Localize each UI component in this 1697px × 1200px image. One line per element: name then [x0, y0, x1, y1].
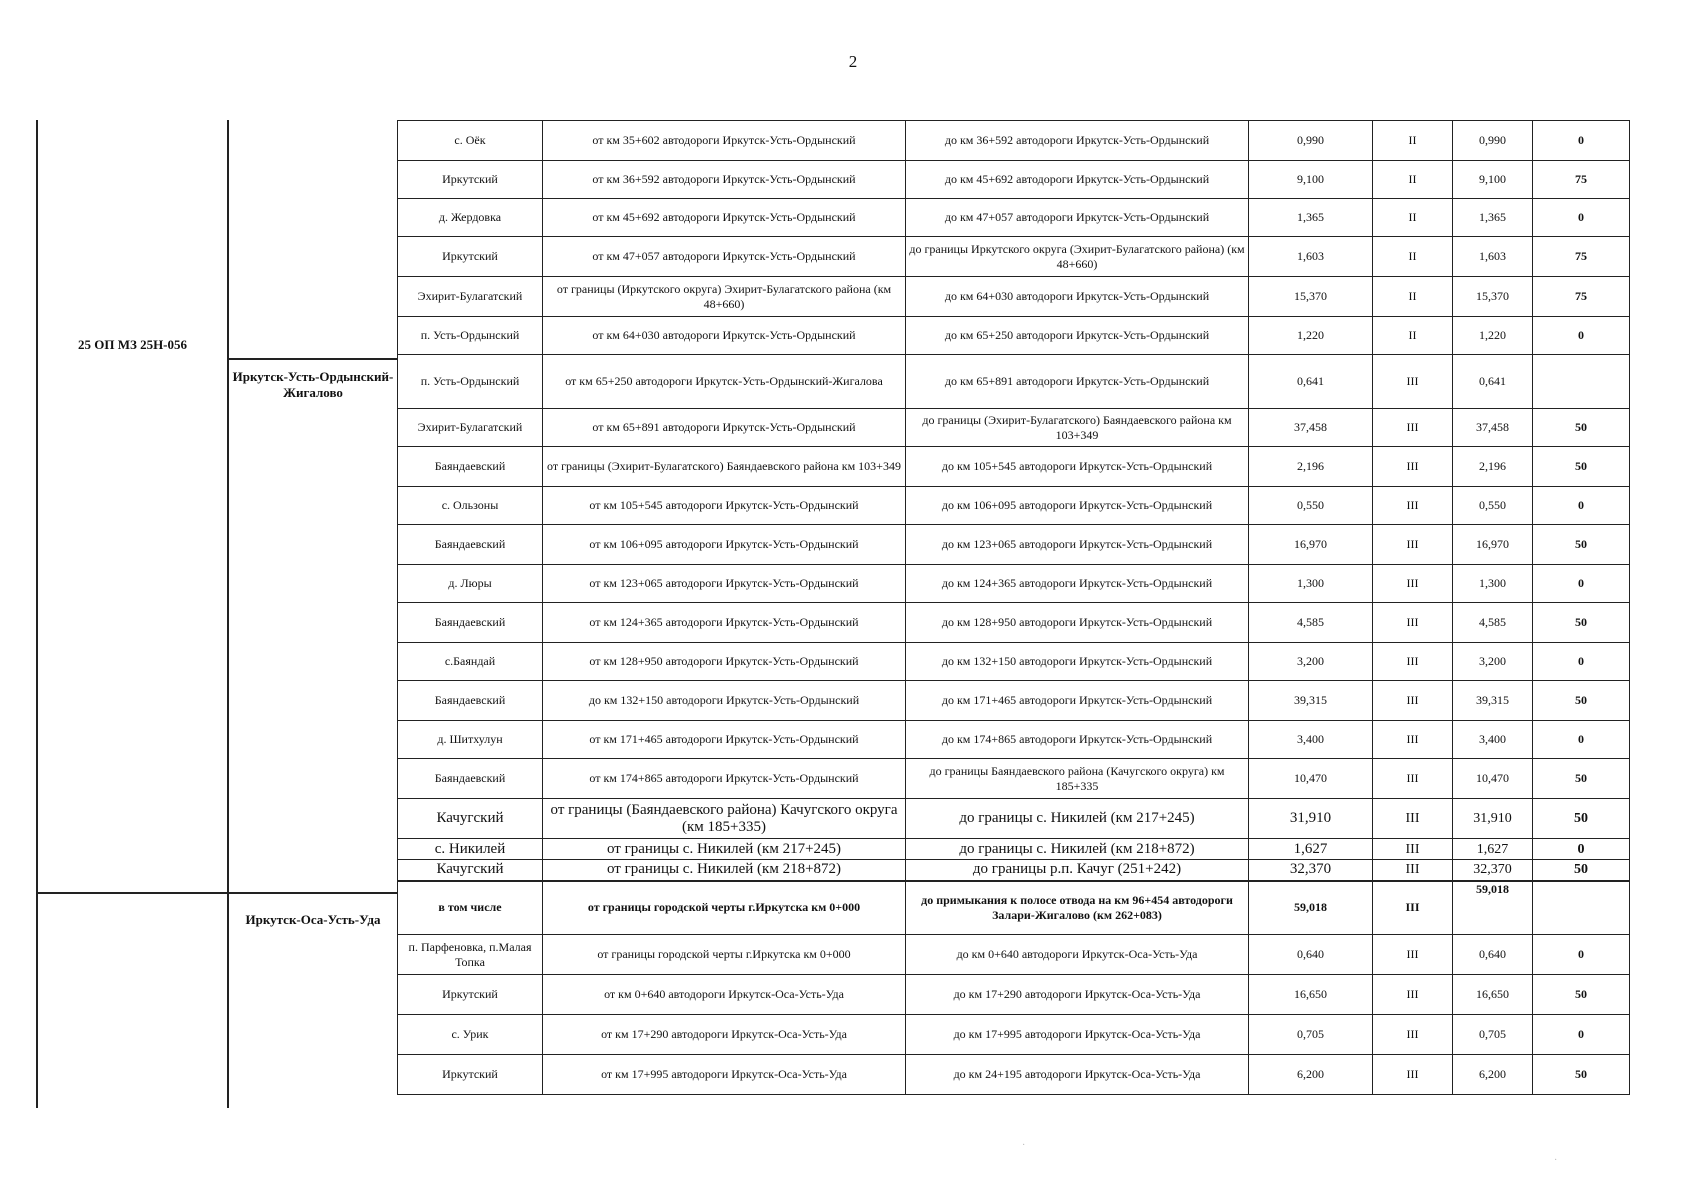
- cell-length-2: 10,470: [1453, 759, 1533, 799]
- cell-from: от км 36+592 автодороги Иркутск-Усть-Ордынский: [543, 161, 906, 199]
- cell-speed: 50: [1533, 1055, 1630, 1095]
- cell-category: III: [1373, 1015, 1453, 1055]
- cell-place: с. Никилей: [398, 839, 543, 860]
- cell-category: III: [1373, 681, 1453, 721]
- cell-from: от км 105+545 автодороги Иркутск-Усть-Ордынский: [543, 487, 906, 525]
- cell-from: от км 65+891 автодороги Иркутск-Усть-Ордынский: [543, 409, 906, 447]
- cell-length-2: 2,196: [1453, 447, 1533, 487]
- cell-speed: 0: [1533, 317, 1630, 355]
- cell-category: III: [1373, 721, 1453, 759]
- cell-length-2: 16,650: [1453, 975, 1533, 1015]
- cell-length-2: 6,200: [1453, 1055, 1533, 1095]
- cell-length: 3,200: [1249, 643, 1373, 681]
- cell-from: от границы (Иркутского округа) Эхирит-Булагатского района (км 48+660): [543, 277, 906, 317]
- cell-place: п. Усть-Ордынский: [398, 317, 543, 355]
- cell-length: 39,315: [1249, 681, 1373, 721]
- cell-from: от км 65+250 автодороги Иркутск-Усть-Ордынский-Жигалова: [543, 355, 906, 409]
- cell-to: до примыкания к полосе отвода на км 96+454 автодороги Залари-Жигалово (км 262+083): [906, 881, 1249, 935]
- cell-to: до км 174+865 автодороги Иркутск-Усть-Ордынский: [906, 721, 1249, 759]
- cell-from: от км 128+950 автодороги Иркутск-Усть-Ордынский: [543, 643, 906, 681]
- cell-length-2: 0,641: [1453, 355, 1533, 409]
- cell-speed: [1533, 881, 1630, 935]
- cell-length: 1,603: [1249, 237, 1373, 277]
- cell-to: до границы с. Никилей (км 217+245): [906, 799, 1249, 839]
- cell-place: д. Люры: [398, 565, 543, 603]
- cell-speed: 50: [1533, 799, 1630, 839]
- cell-speed: 0: [1533, 121, 1630, 161]
- cell-to: до км 132+150 автодороги Иркутск-Усть-Ордынский: [906, 643, 1249, 681]
- cell-to: до км 64+030 автодороги Иркутск-Усть-Ордынский: [906, 277, 1249, 317]
- cell-length: 1,365: [1249, 199, 1373, 237]
- cell-category: II: [1373, 237, 1453, 277]
- cell-category: III: [1373, 487, 1453, 525]
- cell-length: 4,585: [1249, 603, 1373, 643]
- cell-speed: 0: [1533, 643, 1630, 681]
- cell-place: с. Урик: [398, 1015, 543, 1055]
- cell-place: Качугский: [398, 799, 543, 839]
- cell-length: 16,970: [1249, 525, 1373, 565]
- table-row: [398, 681, 1630, 721]
- cell-length: 1,300: [1249, 565, 1373, 603]
- cell-place: Эхирит-Булагатский: [398, 409, 543, 447]
- cell-to: до км 45+692 автодороги Иркутск-Усть-Ордынский: [906, 161, 1249, 199]
- table-row: [398, 1015, 1630, 1055]
- cell-length-2: 1,365: [1453, 199, 1533, 237]
- cell-to: до км 128+950 автодороги Иркутск-Усть-Ордынский: [906, 603, 1249, 643]
- table-row: [398, 355, 1630, 409]
- cell-to: до км 0+640 автодороги Иркутск-Оса-Усть-Уда: [906, 935, 1249, 975]
- cell-category: III: [1373, 355, 1453, 409]
- cell-place: п. Парфеновка, п.Малая Топка: [398, 935, 543, 975]
- cell-length: 0,640: [1249, 935, 1373, 975]
- table-row: [398, 799, 1630, 839]
- cell-from: от границы (Баяндаевского района) Качугского округа (км 185+335): [543, 799, 906, 839]
- table-row: [398, 603, 1630, 643]
- table-row: [398, 839, 1630, 860]
- cell-from: от км 64+030 автодороги Иркутск-Усть-Ордынский: [543, 317, 906, 355]
- cell-category: III: [1373, 603, 1453, 643]
- cell-place: д. Жердовка: [398, 199, 543, 237]
- cell-place: Иркутский: [398, 161, 543, 199]
- cell-category: III: [1373, 1055, 1453, 1095]
- cell-length: 1,627: [1249, 839, 1373, 860]
- cell-length-2: 39,315: [1453, 681, 1533, 721]
- cell-speed: 0: [1533, 721, 1630, 759]
- cell-from: от км 123+065 автодороги Иркутск-Усть-Ордынский: [543, 565, 906, 603]
- cell-category: III: [1373, 643, 1453, 681]
- table-row: [398, 199, 1630, 237]
- table-row: [398, 759, 1630, 799]
- cell-length-2: 31,910: [1453, 799, 1533, 839]
- cell-place: Качугский: [398, 860, 543, 881]
- cell-place: п. Усть-Ордынский: [398, 355, 543, 409]
- cell-category: III: [1373, 975, 1453, 1015]
- cell-category: III: [1373, 525, 1453, 565]
- cell-to: до км 65+891 автодороги Иркутск-Усть-Ордынский: [906, 355, 1249, 409]
- cell-from: до км 132+150 автодороги Иркутск-Усть-Ордынский: [543, 681, 906, 721]
- cell-category: III: [1373, 935, 1453, 975]
- cell-length: 2,196: [1249, 447, 1373, 487]
- section-divider-line: [36, 892, 398, 894]
- cell-from: от км 171+465 автодороги Иркутск-Усть-Ордынский: [543, 721, 906, 759]
- cell-speed: 75: [1533, 277, 1630, 317]
- cell-place: Баяндаевский: [398, 681, 543, 721]
- cell-speed: 50: [1533, 759, 1630, 799]
- cell-length-2: 59,018: [1453, 881, 1533, 935]
- cell-length-2: 1,627: [1453, 839, 1533, 860]
- cell-category: II: [1373, 121, 1453, 161]
- cell-from: от км 174+865 автодороги Иркутск-Усть-Ордынский: [543, 759, 906, 799]
- cell-place: с. Оёк: [398, 121, 543, 161]
- scan-artifact: ·: [1022, 1140, 1026, 1151]
- cell-to: до границы (Эхирит-Булагатского) Баяндаевского района км 103+349: [906, 409, 1249, 447]
- cell-category: III: [1373, 565, 1453, 603]
- cell-length: 0,990: [1249, 121, 1373, 161]
- cell-to: до км 65+250 автодороги Иркутск-Усть-Ордынский: [906, 317, 1249, 355]
- cell-length-2: 1,220: [1453, 317, 1533, 355]
- cell-to: до км 123+065 автодороги Иркутск-Усть-Ордынский: [906, 525, 1249, 565]
- cell-category: III: [1373, 759, 1453, 799]
- cell-from: от км 45+692 автодороги Иркутск-Усть-Ордынский: [543, 199, 906, 237]
- cell-place: в том числе: [398, 881, 543, 935]
- cell-place: Эхирит-Булагатский: [398, 277, 543, 317]
- cell-length: 16,650: [1249, 975, 1373, 1015]
- cell-category: III: [1373, 881, 1453, 935]
- scan-artifact: ·: [1554, 1155, 1558, 1166]
- cell-from: от км 124+365 автодороги Иркутск-Усть-Ордынский: [543, 603, 906, 643]
- table-row: [398, 721, 1630, 759]
- cell-category: III: [1373, 799, 1453, 839]
- cell-speed: 75: [1533, 237, 1630, 277]
- cell-length-2: 3,400: [1453, 721, 1533, 759]
- cell-speed: 50: [1533, 975, 1630, 1015]
- cell-speed: 50: [1533, 409, 1630, 447]
- table-row: [398, 975, 1630, 1015]
- cell-length-2: 4,585: [1453, 603, 1533, 643]
- table-row: [398, 935, 1630, 975]
- road-name-irkutsk-osa-ust-uda: Иркутск-Оса-Усть-Уда: [245, 912, 381, 927]
- cell-category: II: [1373, 161, 1453, 199]
- cell-length: 37,458: [1249, 409, 1373, 447]
- cell-length: 15,370: [1249, 277, 1373, 317]
- cell-length-2: 0,990: [1453, 121, 1533, 161]
- cell-to: до границы Баяндаевского района (Качугского округа) км 185+335: [906, 759, 1249, 799]
- cell-speed: 0: [1533, 839, 1630, 860]
- cell-from: от км 47+057 автодороги Иркутск-Усть-Ордынский: [543, 237, 906, 277]
- cell-category: III: [1373, 409, 1453, 447]
- table-row: [398, 525, 1630, 565]
- table-row: [398, 565, 1630, 603]
- cell-length-2: 0,550: [1453, 487, 1533, 525]
- cell-place: Баяндаевский: [398, 759, 543, 799]
- table-row: [398, 1055, 1630, 1095]
- table-row: [398, 237, 1630, 277]
- cell-speed: 75: [1533, 161, 1630, 199]
- cell-from: от границы городской черты г.Иркутска км 0+000: [543, 881, 906, 935]
- cell-to: до км 106+095 автодороги Иркутск-Усть-Ордынский: [906, 487, 1249, 525]
- cell-speed: 50: [1533, 603, 1630, 643]
- cell-speed: 0: [1533, 487, 1630, 525]
- cell-speed: 50: [1533, 681, 1630, 721]
- cell-from: от км 17+995 автодороги Иркутск-Оса-Усть-Уда: [543, 1055, 906, 1095]
- cell-to: до км 17+290 автодороги Иркутск-Оса-Усть-Уда: [906, 975, 1249, 1015]
- cell-category: III: [1373, 839, 1453, 860]
- cell-place: Иркутский: [398, 975, 543, 1015]
- cell-length-2: 16,970: [1453, 525, 1533, 565]
- cell-from: от границы с. Никилей (км 217+245): [543, 839, 906, 860]
- cell-category: II: [1373, 317, 1453, 355]
- cell-speed: 50: [1533, 447, 1630, 487]
- table-row: [398, 121, 1630, 161]
- cell-length-2: 1,300: [1453, 565, 1533, 603]
- cell-place: Баяндаевский: [398, 447, 543, 487]
- cell-speed: 50: [1533, 860, 1630, 881]
- cell-to: до км 36+592 автодороги Иркутск-Усть-Ордынский: [906, 121, 1249, 161]
- cell-category: II: [1373, 199, 1453, 237]
- cell-length-2: 9,100: [1453, 161, 1533, 199]
- cell-length: 3,400: [1249, 721, 1373, 759]
- road-sections-table: [397, 120, 1630, 1095]
- cell-length: 10,470: [1249, 759, 1373, 799]
- cell-place: с.Баяндай: [398, 643, 543, 681]
- road-name-divider-line: [227, 358, 397, 360]
- left-border-line: [36, 120, 38, 1108]
- cell-speed: 0: [1533, 1015, 1630, 1055]
- cell-length-2: 3,200: [1453, 643, 1533, 681]
- cell-speed: 0: [1533, 935, 1630, 975]
- cell-from: от км 35+602 автодороги Иркутск-Усть-Ордынский: [543, 121, 906, 161]
- cell-length: 6,200: [1249, 1055, 1373, 1095]
- cell-category: III: [1373, 860, 1453, 881]
- cell-from: от границы городской черты г.Иркутска км 0+000: [543, 935, 906, 975]
- road-code: 25 ОП МЗ 25Н-056: [77, 337, 188, 352]
- table-row: [398, 860, 1630, 881]
- cell-length-2: 1,603: [1453, 237, 1533, 277]
- cell-speed: 0: [1533, 199, 1630, 237]
- cell-speed: 0: [1533, 565, 1630, 603]
- cell-to: до км 17+995 автодороги Иркутск-Оса-Усть-Уда: [906, 1015, 1249, 1055]
- cell-place: Иркутский: [398, 237, 543, 277]
- cell-length-2: 32,370: [1453, 860, 1533, 881]
- cell-from: от км 106+095 автодороги Иркутск-Усть-Ордынский: [543, 525, 906, 565]
- table-row: [398, 277, 1630, 317]
- cell-length: 0,705: [1249, 1015, 1373, 1055]
- road-name-irkutsk-ust-ordynsky-zhigalovo: Иркутск-Усть-Ордынский-Жигалово: [232, 369, 394, 400]
- cell-place: Баяндаевский: [398, 603, 543, 643]
- cell-length: 32,370: [1249, 860, 1373, 881]
- cell-length: 0,550: [1249, 487, 1373, 525]
- cell-place: д. Шитхулун: [398, 721, 543, 759]
- cell-from: от км 0+640 автодороги Иркутск-Оса-Усть-Уда: [543, 975, 906, 1015]
- cell-length: 0,641: [1249, 355, 1373, 409]
- cell-length: 59,018: [1249, 881, 1373, 935]
- table-row: [398, 161, 1630, 199]
- cell-category: III: [1373, 447, 1453, 487]
- cell-to: до км 105+545 автодороги Иркутск-Усть-Ордынский: [906, 447, 1249, 487]
- table-row: [398, 447, 1630, 487]
- cell-category: II: [1373, 277, 1453, 317]
- cell-to: до км 24+195 автодороги Иркутск-Оса-Усть-Уда: [906, 1055, 1249, 1095]
- cell-to: до км 124+365 автодороги Иркутск-Усть-Ордынский: [906, 565, 1249, 603]
- cell-speed: [1533, 355, 1630, 409]
- cell-length: 1,220: [1249, 317, 1373, 355]
- table-row: [398, 317, 1630, 355]
- column-divider-line: [227, 120, 229, 1108]
- cell-from: от границы (Эхирит-Булагатского) Баяндаевского района км 103+349: [543, 447, 906, 487]
- cell-length-2: 37,458: [1453, 409, 1533, 447]
- cell-length-2: 15,370: [1453, 277, 1533, 317]
- table-row: [398, 881, 1630, 935]
- cell-to: до км 47+057 автодороги Иркутск-Усть-Ордынский: [906, 199, 1249, 237]
- cell-from: от границы с. Никилей (км 218+872): [543, 860, 906, 881]
- cell-to: до границы р.п. Качуг (251+242): [906, 860, 1249, 881]
- table-row: [398, 409, 1630, 447]
- cell-place: Баяндаевский: [398, 525, 543, 565]
- page-number: 2: [848, 52, 858, 71]
- cell-length: 31,910: [1249, 799, 1373, 839]
- table-row: [398, 643, 1630, 681]
- cell-length-2: 0,705: [1453, 1015, 1533, 1055]
- cell-to: до км 171+465 автодороги Иркутск-Усть-Ордынский: [906, 681, 1249, 721]
- cell-length: 9,100: [1249, 161, 1373, 199]
- cell-to: до границы Иркутского округа (Эхирит-Булагатского района) (км 48+660): [906, 237, 1249, 277]
- cell-speed: 50: [1533, 525, 1630, 565]
- table-row: [398, 487, 1630, 525]
- cell-place: Иркутский: [398, 1055, 543, 1095]
- cell-place: с. Ользоны: [398, 487, 543, 525]
- cell-to: до границы с. Никилей (км 218+872): [906, 839, 1249, 860]
- cell-from: от км 17+290 автодороги Иркутск-Оса-Усть-Уда: [543, 1015, 906, 1055]
- cell-length-2: 0,640: [1453, 935, 1533, 975]
